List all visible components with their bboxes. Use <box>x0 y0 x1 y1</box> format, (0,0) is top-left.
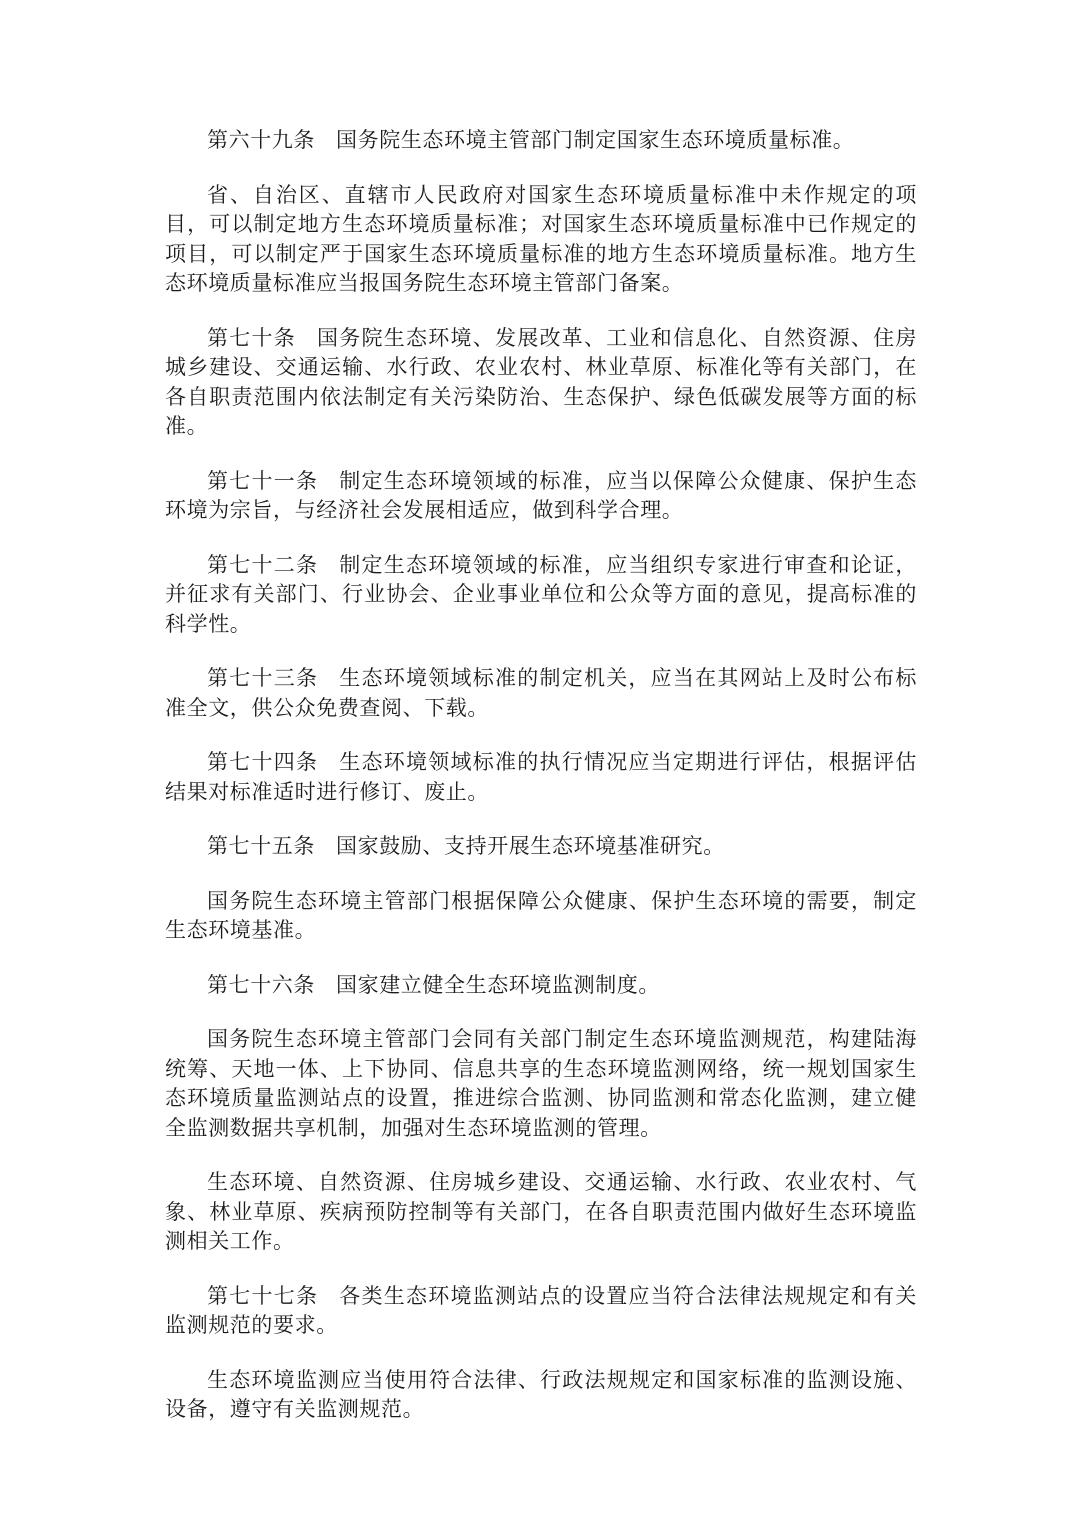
paragraph-article-73 <box>165 664 917 723</box>
paragraph-article-71 <box>165 467 917 526</box>
article-text: 各类生态环境监测站点的设置应当符合法律法规规定和有关监测规范的要求。 <box>165 1283 917 1337</box>
article-text: 国家鼓励、支持开展生态环境基准研究。 <box>336 834 725 858</box>
article-text: 国家建立健全生态环境监测制度。 <box>336 972 660 997</box>
article-number: 第七十四条 <box>207 750 319 774</box>
article-number: 第七十一条 <box>207 468 319 493</box>
article-number: 第七十三条 <box>207 666 319 690</box>
paragraph-article-76-3 <box>165 1168 917 1257</box>
paragraph-article-75-2 <box>165 887 917 946</box>
paragraph-article-76-2 <box>165 1025 917 1143</box>
document-page <box>165 126 917 1450</box>
article-number: 第七十七条 <box>207 1283 319 1308</box>
paragraph-article-77 <box>165 1282 917 1341</box>
article-text: 国务院生态环境主管部门根据保障公众健康、保护生态环境的需要，制定生态环境基准。 <box>165 888 917 942</box>
article-text: 生态环境领域标准的制定机关，应当在其网站上及时公布标准全文，供公众免费查阅、下载。 <box>165 666 917 720</box>
article-text: 生态环境监测应当使用符合法律、行政法规规定和国家标准的监测设施、设备，遵守有关监测规范。 <box>165 1367 917 1421</box>
article-number: 第六十九条 <box>207 128 315 152</box>
paragraph-article-74 <box>165 748 917 807</box>
paragraph-article-75 <box>165 832 917 862</box>
paragraph-article-69 <box>165 126 917 156</box>
article-text: 国务院生态环境、发展改革、工业和信息化、自然资源、住房城乡建设、交通运输、水行政、农业农村、林业草原、标准化等有关部门，在各自职责范围内依法制定有关污染防治、生态保护、绿色低碳发展等方面的标准。 <box>165 325 918 438</box>
article-text: 制定生态环境领域的标准，应当组织专家进行审查和论证，并征求有关部门、行业协会、企业事业单位和公众等方面的意见，提高标准的科学性。 <box>165 552 917 636</box>
article-text: 省、自治区、直辖市人民政府对国家生态环境质量标准中未作规定的项目，可以制定地方生态环境质量标准；对国家生态环境质量标准中已作规定的项目，可以制定严于国家生态环境质量标准的地方生态环境质量标准。地方生态环境质量标准应当报国务院生态环境主管部门备案。 <box>165 182 917 295</box>
article-number: 第七十六条 <box>207 972 315 997</box>
article-number: 第七十二条 <box>207 552 319 577</box>
article-number: 第七十条 <box>207 325 296 350</box>
paragraph-article-69-2 <box>165 181 917 299</box>
paragraph-article-72 <box>165 551 917 640</box>
paragraph-article-76 <box>165 971 917 1001</box>
article-text: 制定生态环境领域的标准，应当以保障公众健康、保护生态环境为宗旨，与经济社会发展相适应，做到科学合理。 <box>165 468 917 522</box>
article-text: 生态环境领域标准的执行情况应当定期进行评估，根据评估结果对标准适时进行修订、废止。 <box>165 750 917 804</box>
article-text: 国务院生态环境主管部门制定国家生态环境质量标准。 <box>336 128 855 152</box>
paragraph-article-77-2 <box>165 1366 917 1425</box>
article-text: 生态环境、自然资源、住房城乡建设、交通运输、水行政、农业农村、气象、林业草原、疾病预防控制等有关部门，在各自职责范围内做好生态环境监测相关工作。 <box>165 1170 917 1253</box>
paragraph-article-70 <box>165 324 917 442</box>
article-number: 第七十五条 <box>207 834 315 858</box>
article-text: 国务院生态环境主管部门会同有关部门制定生态环境监测规范，构建陆海统筹、天地一体、上下协同、信息共享的生态环境监测网络，统一规划国家生态环境质量监测站点的设置，推进综合监测、协同监测和常态化监测，建立健全监测数据共享机制，加强对生态环境监测的管理。 <box>165 1027 917 1140</box>
